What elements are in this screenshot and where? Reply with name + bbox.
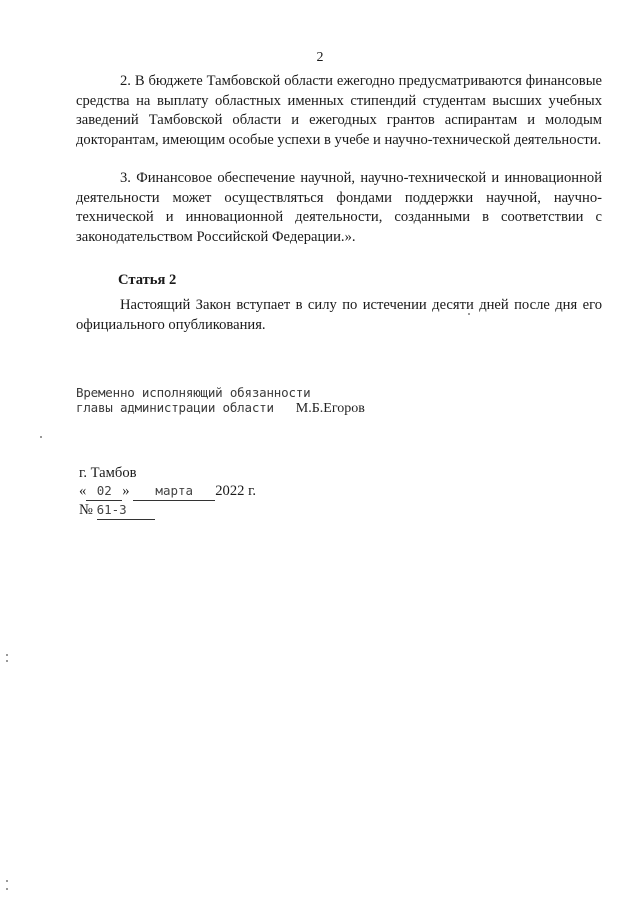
law-number: 61-З <box>97 501 155 520</box>
date-month: марта <box>133 482 215 501</box>
signature-title-line2: главы администрации области <box>76 400 274 415</box>
scan-speck <box>6 880 8 882</box>
date-open-quote: « <box>79 483 87 499</box>
date-line <box>79 482 256 501</box>
date-close-quote: » <box>122 483 130 499</box>
scan-speck <box>6 660 8 662</box>
scan-speck <box>6 654 8 656</box>
paragraph-2: 2. В бюджете Тамбовской области ежегодно предусматриваются финансовые средства на выплату областных именных стипендий студентам высших учебных заведений Тамбовской области и ежегодных грантов аспирантам и молодым докторантам, имеющим особые успехи в учебе и научно-технической деятельности. <box>76 73 602 148</box>
law-number-line <box>79 501 256 520</box>
signature-block <box>76 385 365 416</box>
number-sign: № <box>79 502 93 518</box>
scan-speck <box>40 436 42 438</box>
city: г. Тамбов <box>79 465 137 481</box>
scan-speck <box>468 313 470 315</box>
paragraph-3: 3. Финансовое обеспечение научной, научно-технической и инновационной деятельности может осуществляться фондами поддержки научной, научно-технической и инновационной деятельности, созданными в соответствии с законодательством Российской Федерации.». <box>76 170 602 245</box>
date-year: 2022 г. <box>215 483 257 499</box>
scan-speck <box>6 888 8 890</box>
date-day: 02 <box>86 482 122 501</box>
signatory-name: М.Б.Егоров <box>295 401 365 416</box>
signature-title-line1: Временно исполняющий обязанности <box>76 385 311 400</box>
place-date-block <box>79 464 256 520</box>
page-number: 2 <box>316 50 324 65</box>
article-2-text: Настоящий Закон вступает в силу по истечении десяти дней после дня его официального опубликования. <box>76 297 602 333</box>
article-heading: Статья 2 <box>118 272 177 288</box>
